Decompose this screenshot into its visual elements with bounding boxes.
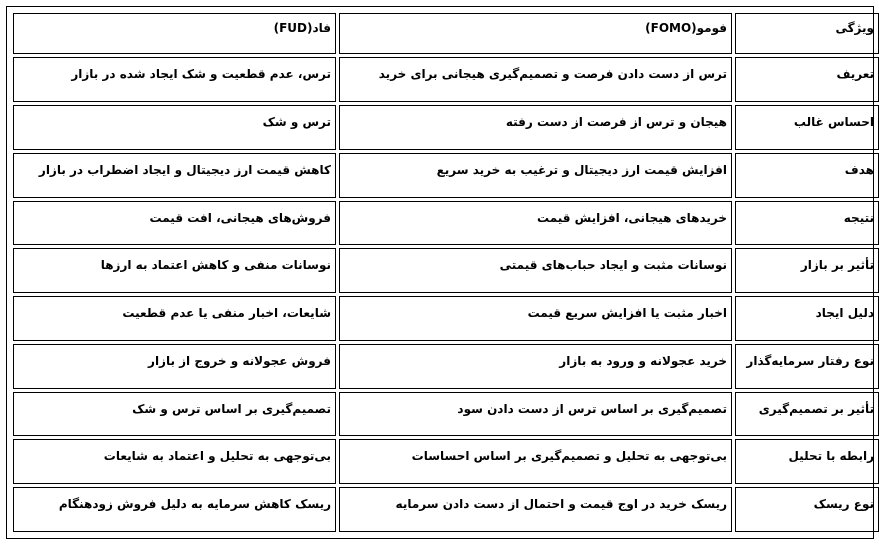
row-fomo: خریدهای هیجانی، افزایش قیمت	[339, 201, 732, 246]
row-fomo: افزایش قیمت ارز دیجیتال و ترغیب به خرید سریع	[339, 153, 732, 198]
header-feature: ویژگی	[735, 13, 879, 54]
header-fud: فاد(FUD)	[13, 13, 336, 54]
row-fomo: ترس از دست دادن فرصت و تصمیم‌گیری هیجانی برای خرید	[339, 57, 732, 102]
row-fomo: هیجان و ترس از فرصت از دست رفته	[339, 105, 732, 150]
row-feature: هدف	[735, 153, 879, 198]
row-fud: ترس، عدم قطعیت و شک ایجاد شده در بازار	[13, 57, 336, 102]
row-feature: نتیجه	[735, 201, 879, 246]
row-fomo: اخبار مثبت یا افزایش سریع قیمت	[339, 296, 732, 341]
table-header-row	[13, 13, 879, 54]
row-feature: احساس غالب	[735, 105, 879, 150]
row-fud: تصمیم‌گیری بر اساس ترس و شک	[13, 392, 336, 437]
table-row	[13, 57, 879, 102]
row-fud: فروش‌های هیجانی، افت قیمت	[13, 201, 336, 246]
row-fud: بی‌توجهی به تحلیل و اعتماد به شایعات	[13, 439, 336, 484]
table-row	[13, 105, 879, 150]
row-feature: تعریف	[735, 57, 879, 102]
table-row	[13, 153, 879, 198]
table-row	[13, 487, 879, 532]
header-fomo: فومو(FOMO)	[339, 13, 732, 54]
table-row	[13, 296, 879, 341]
comparison-table	[10, 10, 879, 535]
row-feature: رابطه با تحلیل	[735, 439, 879, 484]
row-feature: نوع ریسک	[735, 487, 879, 532]
row-fomo: بی‌توجهی به تحلیل و تصمیم‌گیری بر اساس احساسات	[339, 439, 732, 484]
row-fud: شایعات، اخبار منفی یا عدم قطعیت	[13, 296, 336, 341]
table-row	[13, 248, 879, 293]
row-fomo: نوسانات مثبت و ایجاد حباب‌های قیمتی	[339, 248, 732, 293]
table-row	[13, 201, 879, 246]
row-feature: تأثیر بر تصمیم‌گیری	[735, 392, 879, 437]
row-fud: نوسانات منفی و کاهش اعتماد به ارزها	[13, 248, 336, 293]
row-fud: فروش عجولانه و خروج از بازار	[13, 344, 336, 389]
row-fomo: ریسک خرید در اوج قیمت و احتمال از دست دادن سرمایه	[339, 487, 732, 532]
row-fud: کاهش قیمت ارز دیجیتال و ایجاد اضطراب در بازار	[13, 153, 336, 198]
row-fomo: خرید عجولانه و ورود به بازار	[339, 344, 732, 389]
table-row	[13, 392, 879, 437]
row-feature: دلیل ایجاد	[735, 296, 879, 341]
row-fud: ریسک کاهش سرمایه به دلیل فروش زودهنگام	[13, 487, 336, 532]
row-feature: تأثیر بر بازار	[735, 248, 879, 293]
row-feature: نوع رفتار سرمایه‌گذار	[735, 344, 879, 389]
row-fomo: تصمیم‌گیری بر اساس ترس از دست دادن سود	[339, 392, 732, 437]
table-row	[13, 439, 879, 484]
comparison-table-frame	[6, 6, 874, 539]
row-fud: ترس و شک	[13, 105, 336, 150]
table-row	[13, 344, 879, 389]
